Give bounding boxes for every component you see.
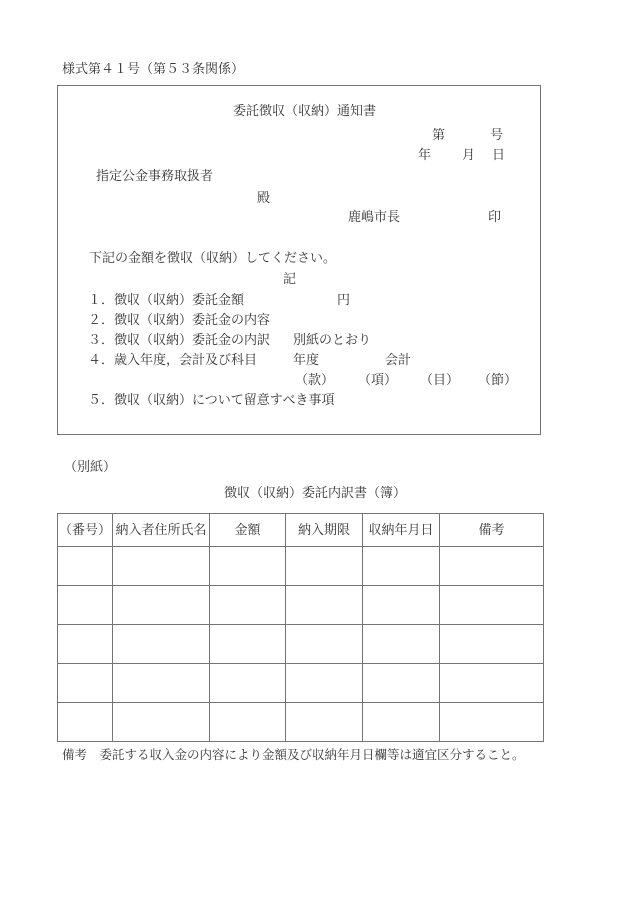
empty-cell: [440, 625, 544, 664]
empty-cell: [440, 586, 544, 625]
empty-cell: [286, 625, 363, 664]
item2-label: ２．徴収（収納）委託金の内容: [88, 312, 271, 327]
remarks-note: 備考 委託する収入金の内容により金額及び収納年月日欄等は適宜区分すること。: [62, 748, 525, 762]
item4-label: ４．歳入年度，会計及び科目: [88, 352, 258, 367]
ki-heading: 記: [283, 271, 297, 286]
empty-cell: [440, 547, 544, 586]
table-row: [58, 547, 544, 586]
empty-cell: [210, 625, 286, 664]
empty-cell: [440, 664, 544, 703]
empty-cell: [58, 703, 113, 742]
breakdown-table: [57, 513, 544, 742]
attachment-title: 徴収（収納）委託内訳書（簿）: [224, 485, 407, 500]
item3-label: ３．徴収（収納）委託金の内訳: [88, 332, 271, 347]
empty-cell: [113, 703, 210, 742]
form-number-label: 様式第４１号（第５３条関係）: [62, 61, 245, 76]
empty-cell: [286, 703, 363, 742]
notice-title: 委託徴収（収納）通知書: [233, 103, 377, 118]
empty-cell: [58, 664, 113, 703]
empty-cell: [286, 547, 363, 586]
table-row: [58, 625, 544, 664]
doc-number-prefix: 第: [432, 127, 446, 142]
item4-account-label: 会計: [385, 352, 412, 367]
empty-cell: [363, 547, 440, 586]
col-header-deadline: 納入期限: [286, 514, 363, 547]
date-month-label: 月: [462, 147, 476, 162]
table-row: [58, 703, 544, 742]
item1-unit: 円: [337, 292, 351, 307]
item4-section-setsu: （節）: [478, 372, 518, 387]
empty-cell: [210, 547, 286, 586]
date-year-label: 年: [418, 147, 432, 162]
empty-cell: [210, 664, 286, 703]
empty-cell: [363, 703, 440, 742]
empty-cell: [363, 625, 440, 664]
empty-cell: [210, 703, 286, 742]
item5-label: ５．徴収（収納）について留意すべき事項: [88, 392, 335, 407]
empty-cell: [113, 625, 210, 664]
item4-section-ko: （項）: [358, 372, 398, 387]
empty-cell: [58, 625, 113, 664]
empty-cell: [113, 586, 210, 625]
item4-section-moku: （目）: [420, 372, 460, 387]
empty-cell: [286, 664, 363, 703]
col-header-receipt-date: 収納年月日: [363, 514, 440, 547]
empty-cell: [210, 586, 286, 625]
col-header-remarks: 備考: [440, 514, 544, 547]
attachment-label: （別紙）: [64, 459, 117, 474]
empty-cell: [113, 664, 210, 703]
empty-cell: [363, 664, 440, 703]
empty-cell: [58, 586, 113, 625]
empty-cell: [113, 547, 210, 586]
table-row: [58, 664, 544, 703]
addressee-honorific: 殿: [257, 190, 271, 205]
item4-fiscal-year-label: 年度: [293, 352, 320, 367]
item3-value: 別紙のとおり: [293, 332, 372, 347]
empty-cell: [440, 703, 544, 742]
addressee-role: 指定公金事務取扱者: [96, 168, 214, 183]
item4-section-kan: （款）: [295, 372, 335, 387]
instruction-text: 下記の金額を徴収（収納）してください。: [89, 250, 337, 265]
empty-cell: [286, 586, 363, 625]
col-header-number: （番号）: [58, 514, 113, 547]
empty-cell: [58, 547, 113, 586]
table-header-row: [58, 514, 544, 547]
seal-mark: 印: [488, 209, 502, 224]
table-row: [58, 586, 544, 625]
date-day-label: 日: [492, 147, 506, 162]
item1-label: １．徴収（収納）委託金額: [88, 292, 245, 307]
doc-number-suffix: 号: [490, 127, 504, 142]
col-header-amount: 金額: [210, 514, 286, 547]
sender-name: 鹿嶋市長: [348, 209, 401, 224]
col-header-payer: 納入者住所氏名: [113, 514, 210, 547]
empty-cell: [363, 586, 440, 625]
